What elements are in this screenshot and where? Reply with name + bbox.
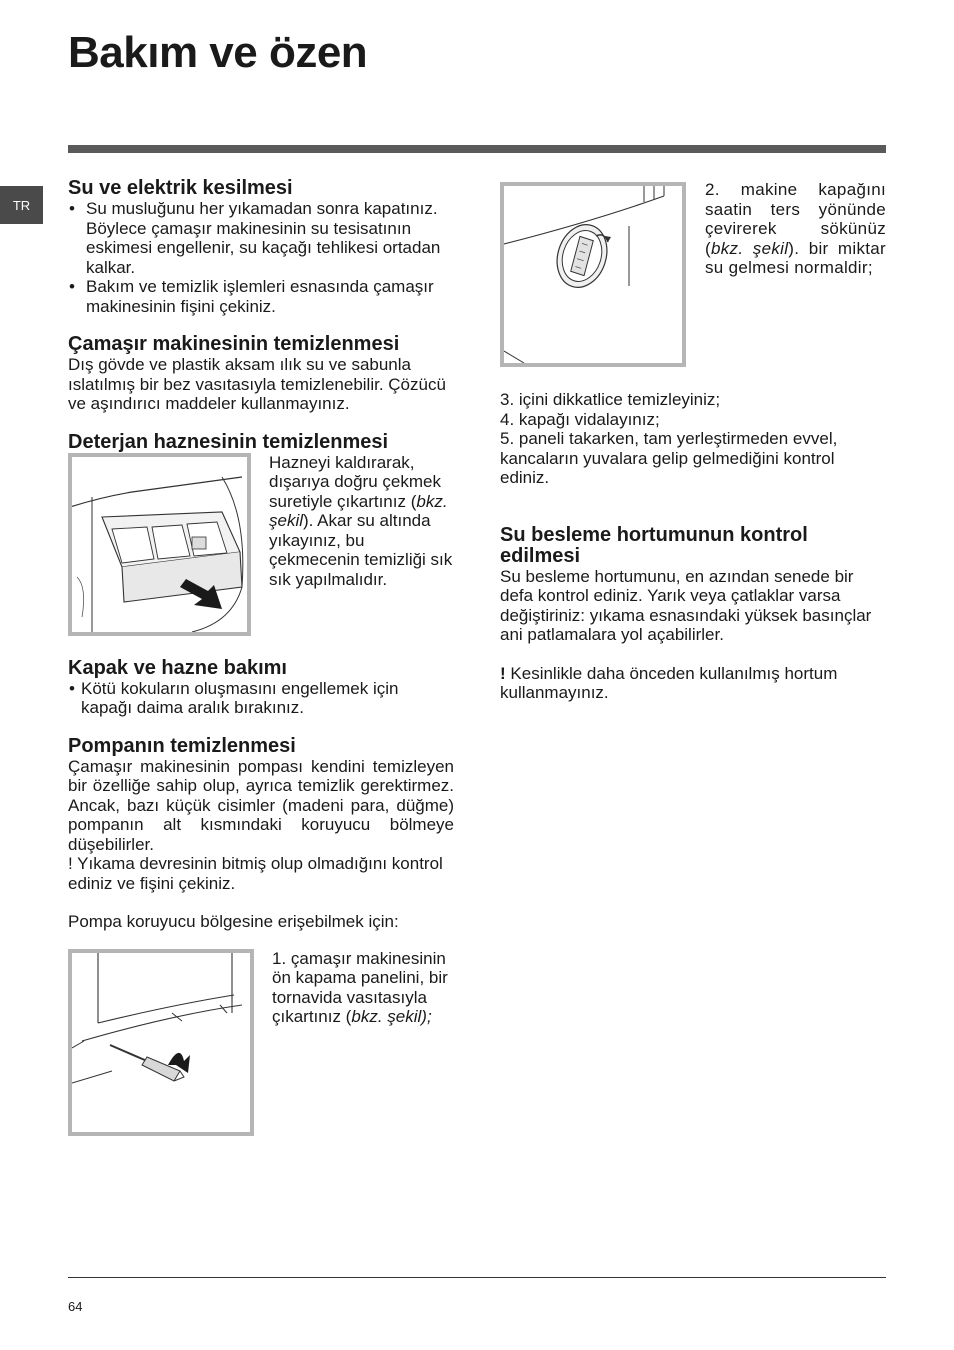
language-tab: TR bbox=[0, 186, 43, 224]
pump-step2-text: 2. makine kapağını saatin ters yönünde çevirerek sökünüz (bkz. şekil). bir miktar su gelmesi normaldir; bbox=[705, 180, 886, 277]
warning-mark: ! bbox=[500, 663, 506, 683]
section-heading-detergent: Deterjan haznesinin temizlenmesi bbox=[68, 430, 389, 453]
power-bullet-list bbox=[68, 199, 454, 316]
detergent-drawer-figure bbox=[68, 453, 251, 636]
section-heading-pump: Pompanın temizlenmesi bbox=[68, 734, 296, 757]
panel-screwdriver-illustration bbox=[72, 953, 250, 1132]
right-column bbox=[500, 178, 886, 703]
section-heading-hose: Su besleme hortumunun kontrol edilmesi bbox=[500, 523, 808, 567]
section-heading-power: Su ve elektrik kesilmesi bbox=[68, 177, 293, 199]
door-bullet-list bbox=[68, 679, 454, 718]
footer-divider bbox=[68, 1277, 886, 1278]
pump-step1-text: 1. çamaşır makinesinin ön kapama panelini, bir tornavida vasıtasıyla çıkartınız (bkz. şekil); bbox=[272, 948, 448, 1026]
left-column bbox=[68, 178, 454, 1136]
machine-cleaning-text: Dış gövde ve plastik aksam ılık su ve sabunla ıslatılmış bir bez vasıtasıyla temizlenebilir. Çözücü ve aşındırıcı maddeler kullanmayınız. bbox=[68, 355, 446, 413]
pump-access-text: Pompa koruyucu bölgesine erişebilmek için: bbox=[68, 912, 399, 931]
pump-filter-cap-illustration bbox=[504, 186, 682, 363]
figure-reference: bkz. şekil bbox=[710, 238, 789, 258]
figure-reference: bkz. şekil bbox=[351, 1007, 422, 1026]
section-heading-door: Kapak ve hazne bakımı bbox=[68, 656, 287, 679]
pump-warning: ! Yıkama devresinin bitmiş olup olmadığını kontrol ediniz ve fişini çekiniz. bbox=[68, 854, 443, 893]
panel-removal-figure bbox=[68, 949, 254, 1136]
pump-text: Çamaşır makinesinin pompası kendini temizleyen bir özelliğe sahip olup, ayrıca temizlik gerektirmez. Ancak, bazı küçük cisimler (madeni para, düğme) pompanın alt kısmındaki koruyucu bölmeye düşebilirler. bbox=[68, 756, 454, 854]
detergent-text: Hazneyi kaldırarak, dışarıya doğru çekmek suretiyle çıkartınız (bkz. şekil). Akar su altında yıkayınız, bu çekmecenin temizliği sık sık yapılmalıdır. bbox=[269, 452, 453, 589]
power-bullet-2: • Bakım ve temizlik işlemleri esnasında çamaşır makinesinin fişini çekiniz. bbox=[68, 277, 454, 316]
pump-step3: 3. içini dikkatlice temizleyiniz; bbox=[500, 390, 721, 409]
detergent-row bbox=[68, 453, 454, 636]
door-bullet-1: • Kötü kokuların oluşmasını engellemek için kapağı daima aralık bırakınız. bbox=[68, 679, 454, 718]
pump-cap-figure bbox=[500, 182, 686, 367]
pump-step1-row bbox=[68, 949, 454, 1136]
figure-reference: bkz. şekil bbox=[269, 491, 448, 530]
section-heading-machine-cleaning: Çamaşır makinesinin temizlenmesi bbox=[68, 333, 400, 355]
pump-step5: 5. paneli takarken, tam yerleştirmeden evvel, kancaların yuvalara gelip gelmediğini kontrol ediniz. bbox=[500, 429, 838, 487]
page-title: Bakım ve özen bbox=[68, 28, 368, 77]
pump-step4: 4. kapağı vidalayınız; bbox=[500, 409, 660, 429]
page-number: 64 bbox=[68, 1299, 83, 1314]
pump-step2-row bbox=[500, 178, 886, 367]
power-bullet-1: • Su musluğunu her yıkamadan sonra kapatınız. Böylece çamaşır makinesinin su tesisatının eskimesi engellenir, su kaçağı tehlikesi ortadan kalkar. bbox=[68, 199, 454, 277]
title-divider bbox=[68, 145, 886, 153]
hose-warning: ! Kesinlikle daha önceden kullanılmış hortum kullanmayınız. bbox=[500, 663, 838, 702]
detergent-drawer-illustration bbox=[72, 457, 247, 632]
hose-text: Su besleme hortumunu, en azından senede bir defa kontrol ediniz. Yarık veya çatlaklar varsa değiştiriniz: yıkama esnasındaki yüksek basınçlar ani patlamalara yol açabilirler. bbox=[500, 566, 872, 644]
